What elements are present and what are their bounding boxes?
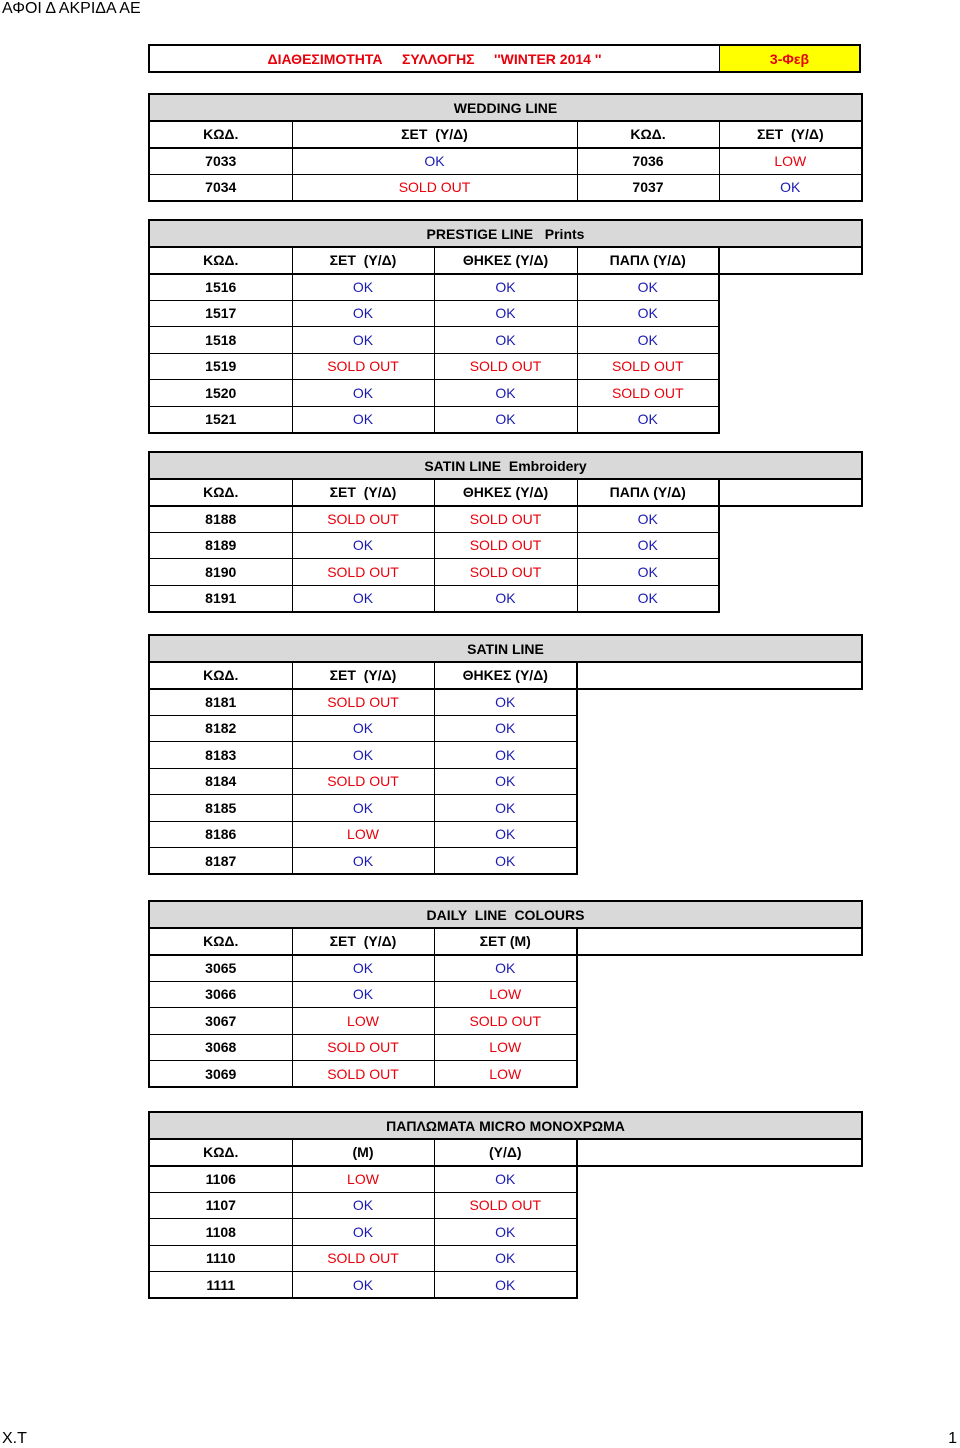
availability-status: OK: [292, 955, 434, 982]
availability-status: LOW: [434, 981, 577, 1008]
wedding-line-table: [148, 93, 863, 202]
product-code: 7033: [149, 148, 292, 175]
col-header-cases: ΘΗΚΕΣ (Υ/Δ): [434, 247, 577, 274]
availability-status: OK: [434, 1272, 577, 1299]
product-code: 7036: [577, 148, 719, 175]
availability-status: OK: [577, 300, 719, 327]
product-code: 7034: [149, 174, 292, 201]
product-code: 1111: [149, 1272, 292, 1299]
col-header-set-m: ΣΕΤ (Μ): [434, 928, 577, 955]
table-row: [149, 506, 862, 533]
availability-status: OK: [292, 380, 434, 407]
col-header-set: ΣΕΤ (Υ/Δ): [292, 121, 577, 148]
availability-status: SOLD OUT: [434, 559, 577, 586]
availability-status: OK: [292, 327, 434, 354]
availability-status: OK: [434, 768, 577, 795]
product-code: 8188: [149, 506, 292, 533]
availability-status: SOLD OUT: [292, 1061, 434, 1088]
availability-status: SOLD OUT: [292, 1034, 434, 1061]
availability-status: OK: [434, 1219, 577, 1246]
col-header-set: ΣΕΤ (Υ/Δ): [292, 928, 434, 955]
availability-status: OK: [434, 406, 577, 433]
availability-status: OK: [434, 742, 577, 769]
availability-status: OK: [577, 585, 719, 612]
blank-cell: [577, 662, 862, 689]
availability-status: SOLD OUT: [292, 353, 434, 380]
product-code: 7037: [577, 174, 719, 201]
section-title: DAILY LINE COLOURS: [149, 901, 862, 928]
blank-cell: [577, 928, 862, 955]
product-code: 1106: [149, 1166, 292, 1193]
table-row: [149, 148, 862, 175]
availability-status: OK: [292, 848, 434, 875]
table-row: [149, 1245, 862, 1272]
product-code: 8182: [149, 715, 292, 742]
table-row: [149, 1061, 862, 1088]
col-header-code: ΚΩΔ.: [149, 662, 292, 689]
availability-status: OK: [434, 955, 577, 982]
col-header-code: ΚΩΔ.: [149, 247, 292, 274]
table-row: [149, 848, 862, 875]
product-code: 3065: [149, 955, 292, 982]
availability-status: OK: [434, 300, 577, 327]
table-row: [149, 1272, 862, 1299]
table-row: [149, 1008, 862, 1035]
table-row: [149, 353, 862, 380]
satin-embroidery-table: [148, 451, 863, 613]
availability-status: OK: [577, 559, 719, 586]
availability-status: LOW: [292, 1166, 434, 1193]
availability-status: SOLD OUT: [434, 506, 577, 533]
table-row: [149, 1166, 862, 1193]
product-code: 1516: [149, 274, 292, 301]
availability-status: LOW: [292, 821, 434, 848]
availability-status: SOLD OUT: [292, 689, 434, 716]
availability-status: OK: [434, 274, 577, 301]
col-header-code: ΚΩΔ.: [149, 928, 292, 955]
availability-status: OK: [577, 506, 719, 533]
product-code: 1517: [149, 300, 292, 327]
availability-status: OK: [434, 821, 577, 848]
availability-status: OK: [292, 585, 434, 612]
table-row: [149, 327, 862, 354]
table-row: [149, 955, 862, 982]
product-code: 8183: [149, 742, 292, 769]
availability-status: OK: [434, 327, 577, 354]
availability-status: OK: [434, 715, 577, 742]
table-row: [149, 406, 862, 433]
blank-cell: [719, 247, 862, 274]
section-title: SATIN LINE Embroidery: [149, 452, 862, 479]
table-row: [149, 981, 862, 1008]
availability-status: OK: [292, 715, 434, 742]
availability-status: SOLD OUT: [292, 1245, 434, 1272]
section-title: ΠΑΠΛΩΜΑΤΑ MICRO ΜΟΝΟΧΡΩΜΑ: [149, 1112, 862, 1139]
availability-status: SOLD OUT: [434, 532, 577, 559]
availability-status: LOW: [434, 1034, 577, 1061]
col-header-set: ΣΕΤ (Υ/Δ): [292, 479, 434, 506]
table-row: [149, 585, 862, 612]
availability-status: SOLD OUT: [292, 174, 577, 201]
availability-title-bar: [148, 44, 861, 73]
product-code: 1521: [149, 406, 292, 433]
availability-status: OK: [292, 1219, 434, 1246]
daily-line-table: [148, 900, 863, 1088]
page-number: 1: [948, 1430, 957, 1447]
section-title: SATIN LINE: [149, 635, 862, 662]
table-row: [149, 300, 862, 327]
col-header-set: ΣΕΤ (Υ/Δ): [292, 662, 434, 689]
product-code: 8187: [149, 848, 292, 875]
availability-status: SOLD OUT: [292, 506, 434, 533]
table-row: [149, 1192, 862, 1219]
section-title: WEDDING LINE: [149, 94, 862, 121]
blank-cell: [577, 1139, 862, 1166]
report-date: 3-Φεβ: [719, 46, 859, 71]
table-row: [149, 380, 862, 407]
availability-status: OK: [434, 380, 577, 407]
blank-cell: [719, 479, 862, 506]
availability-status: OK: [292, 1192, 434, 1219]
product-code: 8186: [149, 821, 292, 848]
product-code: 3069: [149, 1061, 292, 1088]
product-code: 8191: [149, 585, 292, 612]
product-code: 3067: [149, 1008, 292, 1035]
product-code: 1108: [149, 1219, 292, 1246]
table-row: [149, 689, 862, 716]
product-code: 1520: [149, 380, 292, 407]
col-header-code: ΚΩΔ.: [149, 479, 292, 506]
product-code: 3066: [149, 981, 292, 1008]
product-code: 8190: [149, 559, 292, 586]
product-code: 3068: [149, 1034, 292, 1061]
col-header-code: ΚΩΔ.: [149, 121, 292, 148]
availability-status: LOW: [292, 1008, 434, 1035]
availability-status: OK: [292, 981, 434, 1008]
availability-status: SOLD OUT: [292, 559, 434, 586]
availability-title: ΔΙΑΘΕΣΙΜΟΤΗΤΑ ΣΥΛΛΟΓΗΣ ''WINTER 2014 '': [267, 50, 602, 67]
product-code: 8185: [149, 795, 292, 822]
table-row: [149, 742, 862, 769]
availability-status: OK: [292, 742, 434, 769]
table-row: [149, 532, 862, 559]
col-header-set: ΣΕΤ (Υ/Δ): [292, 247, 434, 274]
availability-status: LOW: [719, 148, 862, 175]
availability-status: SOLD OUT: [577, 380, 719, 407]
table-row: [149, 274, 862, 301]
product-code: 1519: [149, 353, 292, 380]
availability-status: OK: [292, 148, 577, 175]
availability-status: OK: [292, 532, 434, 559]
availability-status: OK: [292, 1272, 434, 1299]
availability-status: OK: [434, 689, 577, 716]
availability-status: SOLD OUT: [434, 353, 577, 380]
availability-status: SOLD OUT: [577, 353, 719, 380]
availability-status: OK: [434, 848, 577, 875]
table-row: [149, 795, 862, 822]
availability-status: OK: [434, 1166, 577, 1193]
availability-status: OK: [577, 327, 719, 354]
section-title: PRESTIGE LINE Prints: [149, 220, 862, 247]
product-code: 8184: [149, 768, 292, 795]
availability-status: OK: [434, 585, 577, 612]
company-name: ΑΦΟΙ Δ ΑΚΡΙΔΑ ΑΕ: [2, 0, 141, 17]
satin-line-table: [148, 634, 863, 875]
availability-status: SOLD OUT: [292, 768, 434, 795]
availability-status: SOLD OUT: [434, 1192, 577, 1219]
prestige-line-table: [148, 219, 863, 434]
availability-status: OK: [292, 300, 434, 327]
col-header-set: ΣΕΤ (Υ/Δ): [719, 121, 862, 148]
col-header-yd: (Υ/Δ): [434, 1139, 577, 1166]
availability-status: OK: [577, 532, 719, 559]
availability-status: OK: [292, 406, 434, 433]
col-header-cases: ΘΗΚΕΣ (Υ/Δ): [434, 662, 577, 689]
table-row: [149, 559, 862, 586]
col-header-sheet: ΠΑΠΛ (Υ/Δ): [577, 247, 719, 274]
product-code: 1518: [149, 327, 292, 354]
availability-status: SOLD OUT: [434, 1008, 577, 1035]
table-row: [149, 821, 862, 848]
product-code: 1107: [149, 1192, 292, 1219]
micro-duvets-table: [148, 1111, 863, 1299]
product-code: 8189: [149, 532, 292, 559]
table-row: [149, 174, 862, 201]
footer-initials: Χ.Τ: [2, 1430, 27, 1447]
col-header-code: ΚΩΔ.: [149, 1139, 292, 1166]
table-row: [149, 1219, 862, 1246]
table-row: [149, 1034, 862, 1061]
table-row: [149, 715, 862, 742]
availability-status: LOW: [434, 1061, 577, 1088]
availability-status: OK: [434, 795, 577, 822]
col-header-m: (Μ): [292, 1139, 434, 1166]
product-code: 8181: [149, 689, 292, 716]
availability-status: OK: [577, 274, 719, 301]
table-row: [149, 768, 862, 795]
availability-status: OK: [434, 1245, 577, 1272]
availability-status: OK: [292, 795, 434, 822]
availability-status: OK: [719, 174, 862, 201]
col-header-cases: ΘΗΚΕΣ (Υ/Δ): [434, 479, 577, 506]
availability-status: OK: [292, 274, 434, 301]
availability-status: OK: [577, 406, 719, 433]
col-header-code: ΚΩΔ.: [577, 121, 719, 148]
col-header-sheet: ΠΑΠΛ (Υ/Δ): [577, 479, 719, 506]
product-code: 1110: [149, 1245, 292, 1272]
